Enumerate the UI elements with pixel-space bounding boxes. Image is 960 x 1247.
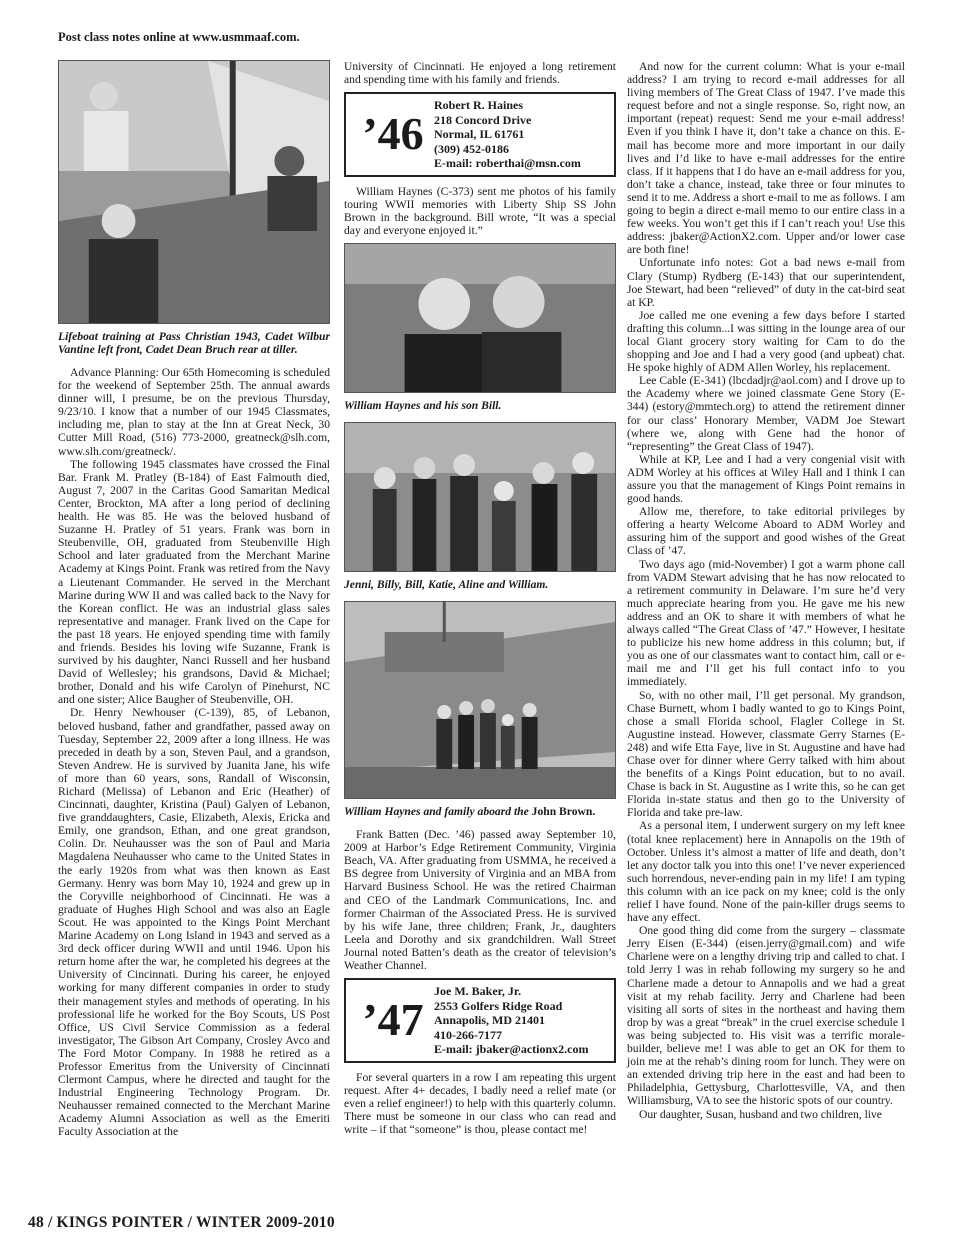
- paragraph-newhouser: Dr. Henry Newhouser (C-139), 85, of Lebanon, beloved husband, father and grandfather, passed away on Tuesday, September 22, 2009 after a long illness. He was preceded in death by a son, Steven Paul, and a grandson, Steven Andrew. He is survived by Juanita Jane, his wife of more than 60 years, sons, Randall of Wisconsin, Richard (Melissa) of Lebanon and Eric (Heather) of Cincinnati, daughter, Kristina (Paul) Galyen of Lebanon, five granddaughters, Casie, Elizabeth, Alexis, Ericka and Emily, one grandson, Ethan, and one great grandson, Colin. Dr. Neuhausser was the son of Paul and Maria Magdalena Neuhausser who came to the United States in the early 1920s from what was then known as East Germany. Henry was born May 10, 1924 and grew up in the Coryville neighborhood of Cincinnati. He was a graduate of Hughes High School and was also an Eagle Scout. He was appointed to the Kings Point Merchant Marine Academy on Long Island in 1943 and served as a 3rd deck officer during WWII and until 1946. Upon his return home after the war, he completed his degrees at the University of Cincinnati. During his career, he enjoyed working for many different companies in order to study their management styles and methods of operating. In his professional life he worked for the Boy Scouts, US Post Office, US Civil Service Commission as a federal investigator, The Gibson Art Company, Crosley Avco and The Ford Motor Company. In 1988 he retired as a Professor Emeritus from the University of Cincinnati Clermont Campus, where he directed and taught for the Industrial Engineering Technology Program. Dr. Neuhausser remained connected to the Merchant Marine Academy Alumni Association as well as the Emeriti Faculty Association at the: [58, 706, 330, 1139]
- photo-caption-haynes-son: William Haynes and his son Bill.: [344, 399, 502, 413]
- contact-name: Robert R. Haines: [434, 98, 523, 113]
- paragraph-kp-visit: While at KP, Lee and I had a very congenial visit with ADM Worley at his offices at Wiley Hall and I think I can assure you that the management of Kings Point remains in good hands.: [627, 452, 905, 506]
- ship-name: John Brown.: [531, 805, 596, 819]
- photo-caption-lifeboat: Lifeboat training at Pass Christian 1943, Cadet Wilbur Vantine left front, Cadet Dean Bruch rear at tiller.: [58, 330, 330, 356]
- page-footer: 48 / KINGS POINTER / WINTER 2009-2010: [28, 1214, 335, 1231]
- paragraph-continued: University of Cincinnati. He enjoyed a long retirement and spending time with his family and friends.: [344, 60, 616, 87]
- paragraph-unfortunate-notes: Unfortunate info notes: Got a bad news e-mail from Clary (Stump) Rydberg (E-143) that our superintendent, Joe Stewart, had been “relieved” of duty in the cat-bird seat at KP.: [627, 256, 905, 309]
- class-year: ’46: [362, 108, 424, 160]
- contact-city: Normal, IL 61761: [434, 127, 525, 142]
- contact-street: 218 Concord Drive: [434, 112, 532, 127]
- contact-city: Annapolis, MD 21401: [434, 1013, 546, 1028]
- paragraph-grandson: So, with no other mail, I’ll get personal. My grandson, Chase Burnett, whom I badly wanted to go to Kings Point, chose a small Florida school, Flagler College in St. Augustine instead. However, classmate Gerry Starnes (E-248) and wife Etta Faye, live in St. Augustine and have had Chase over for dinner where Gerry talked with him about the benefits of a Kings Point education, but to no avail. Chase is back in St. Augustine as I write this, so he can get Florida in-state status and then go to the University of Florida and take pre-law.: [627, 688, 905, 820]
- paragraph-relief-request: For several quarters in a row I am repeating this urgent request. After 4+ decades, I badly need a relief mate (or even a relief engineer!) to help with this quarterly column. There must be someone in our class who can read and write – if that “someone” is thou, please contact me!: [344, 1070, 616, 1136]
- contact-phone: 410-266-7177: [434, 1027, 502, 1042]
- photo-caption-haynes-family: Jenni, Billy, Bill, Katie, Aline and William.: [344, 578, 549, 592]
- paragraph-surgery: As a personal item, I underwent surgery on my left knee (total knee replacement) here in Annapolis on the 19th of October. Unless it’s almost a matter of life and death, don’t let any doctor talk you into this one! I’ve never experienced such horrendous, never-ending pain in my life! I am typing this column with an ice pack on my knee; cold is the only relief I have found. None of the pain-killer drugs seems to have any effect.: [627, 819, 905, 925]
- class-year: ’47: [362, 994, 424, 1046]
- column-3: [627, 60, 905, 1121]
- class-46-contact-box: [344, 92, 616, 177]
- contact-phone: (309) 452-0186: [434, 141, 509, 156]
- contact-street: 2553 Golfers Ridge Road: [434, 998, 563, 1013]
- paragraph-joe-called: Joe called me one evening a few days before I started drafting this column...I was sitting in the lounge area of our local Giant grocery story waiting for Cam to do the shopping and Joe and I had a very good (and upbeat) chat. He spoke highly of ADM Allen Worley, his replacement.: [627, 308, 905, 375]
- paragraph-welcome-aboard: Allow me, therefore, to take editorial privileges by offering a hearty Welcome Aboard to ADM Worley and assuring him of the support and good wishes of the Great Class of ’47.: [627, 505, 905, 558]
- paragraph-eisen-visit: One good thing did come from the surgery – classmate Jerry Eisen (E-344) (eisen.jerry@gmail.com) and wife Charlene were on a lengthy driving trip and called to chat. I told Jerry I was in rehab following my surgery so he and Charlene made a detour to Annapolis and we had a great visit at my rehab facility. Jerry and Charlene had been visiting all sorts of sites in the northeast and having them drop by was a great “break” in the cruel exercise schedule I was being subjected to. His visit was a terrific morale-builder, believe me! I was able to get an OK for them to join me at the rehab’s dining room for lunch. They were on an extended driving trip here in the east and had been to Philadelphia, Gettysburg, Charlottesville, VA, and then Williamsburg, VA to see the historic spots of our country.: [627, 924, 905, 1108]
- page-header: Post class notes online at www.usmmaaf.com.: [58, 30, 300, 44]
- column-1: [58, 60, 330, 1139]
- contact-name: Joe M. Baker, Jr.: [434, 984, 522, 999]
- paragraph-daughter: Our daughter, Susan, husband and two children, live: [639, 1107, 882, 1121]
- class-47-contact-box: [344, 978, 616, 1063]
- photo-caption-aboard: William Haynes and family aboard the John Brown.: [344, 805, 596, 819]
- paragraph-haynes: William Haynes (C-373) sent me photos of his family touring WWII memories with Liberty Ship SS John Brown in the background. Bill wrote, “It was a special day and everyone enjoyed it.”: [344, 184, 616, 237]
- paragraph-batten: Frank Batten (Dec. ’46) passed away September 10, 2009 at Harbor’s Edge Retirement Community, Virginia Beach, VA. After graduating from USMMA, he received a BS degree from University of Virginia and an MBA from Harvard Business School. He was the retired Chairman and CEO of the Landmark Communications, Inc. and former Chairman of the Associated Press. He is survived by his wife Jane, three children; Frank, Jr., daughters Leela and Dorothy and six grandchildren. Wall Street Journal noted Batten’s death as the creator of television’s Weather Channel.: [344, 828, 616, 972]
- paragraph-lee-cable: Lee Cable (E-341) (lbcdadjr@aol.com) and I drove up to the Academy where we joined classmate Gene Story (E-344) (estory@mmtech.org) to attend the retirement dinner for our class’ Honorary Member, VADM Joe Stewart (where we, along with Gene had the honor of “representing” the Great Class of 1947).: [627, 374, 905, 453]
- column-2: [344, 60, 616, 1136]
- photo-haynes-and-son: [344, 243, 616, 393]
- paragraph-email-request: And now for the current column: What is your e-mail address? I am trying to record e-mail addresses for all living members of The Great Class of 1947. I’ve made this request before and not a single response. So, right now, an important (repeat) request: Send me your e-mail address! Even if you think I have it, don’t take a chance on this. E-mail has become more and more important in our daily lives and I’d like to have e-mail addresses for the entire class. If it happens that I do have an e-mail address for you, don’t take a chance, instead, take three or four minutes to send it to me. Address a short e-mail to me as follows. I am going to begin a direct e-mail memo to our entire class in a few weeks. You won’t get this if I can’t reach you! Use this address: jbaker@ActionX2.com. Upper and/or lower case are both fine!: [627, 60, 905, 257]
- paragraph-advance-planning: Advance Planning: Our 65th Homecoming is scheduled for the weekend of September 25th. The annual awards dinner will, I presume, be on the previous Thursday, 9/23/10. I know that a number of our 1945 Classmates, including me, plan to stay at the Inn at Great Neck, 30 Cutter Mill Road, (516) 773-2000, greatneck@slh.com, www.slh.com/greatneck/.: [58, 366, 330, 458]
- photo-family-aboard-ship: [344, 601, 616, 799]
- paragraph-stewart-call: Two days ago (mid-November) I got a warm phone call from VADM Stewart advising that he has now relocated to a retirement community in Delaware. I’m sure he’d very much appreciate hearing from you. He gave me his new address and an OK to share it with members of what he always called “The Great Class of ’47.” However, I hesitate to publicize his new home address in this column; but, if you as one of our classmates want to contact him, call or e-mail me and I’ll get his full contact info to you immediately.: [627, 557, 905, 689]
- photo-haynes-family: [344, 422, 616, 572]
- paragraph-final-bar-pratley: The following 1945 classmates have crossed the Final Bar. Frank M. Pratley (B-184) of East Falmouth died, August 7, 2007 in the Caritas Good Samaritan Medical Center, Brockton, MA after a long period of declining health. He was 85. He was the beloved husband of Suzanne H. Pratley of 51 years. Frank was born in Steubenville, OH, graduated from Steubenville High School and later graduated from the Merchant Marine Academy at Kings Point. Frank was retired from the Navy a Lieutenant Commander. He served in the Merchant Marine during WW II and was called back to the Navy for the Korean conflict. He was an industrial glass sales representative and manager. Frank lived on the Cape for the past 18 years. He enjoyed spending time with family and friends. Besides his loving wife Suzanne, Frank is survived by his daughter, Nanci Russell and her husband David of Wellesley; his grandsons, David & Michael; brother, Donald and his wife Carolyn of Pinehurst, NC and one sister; Alice Baugher of Steubenville, OH.: [58, 457, 330, 707]
- photo-lifeboat-training: [58, 60, 330, 324]
- contact-email: E-mail: jbaker@actionx2.com: [434, 1042, 589, 1057]
- contact-email: E-mail: roberthai@msn.com: [434, 156, 581, 171]
